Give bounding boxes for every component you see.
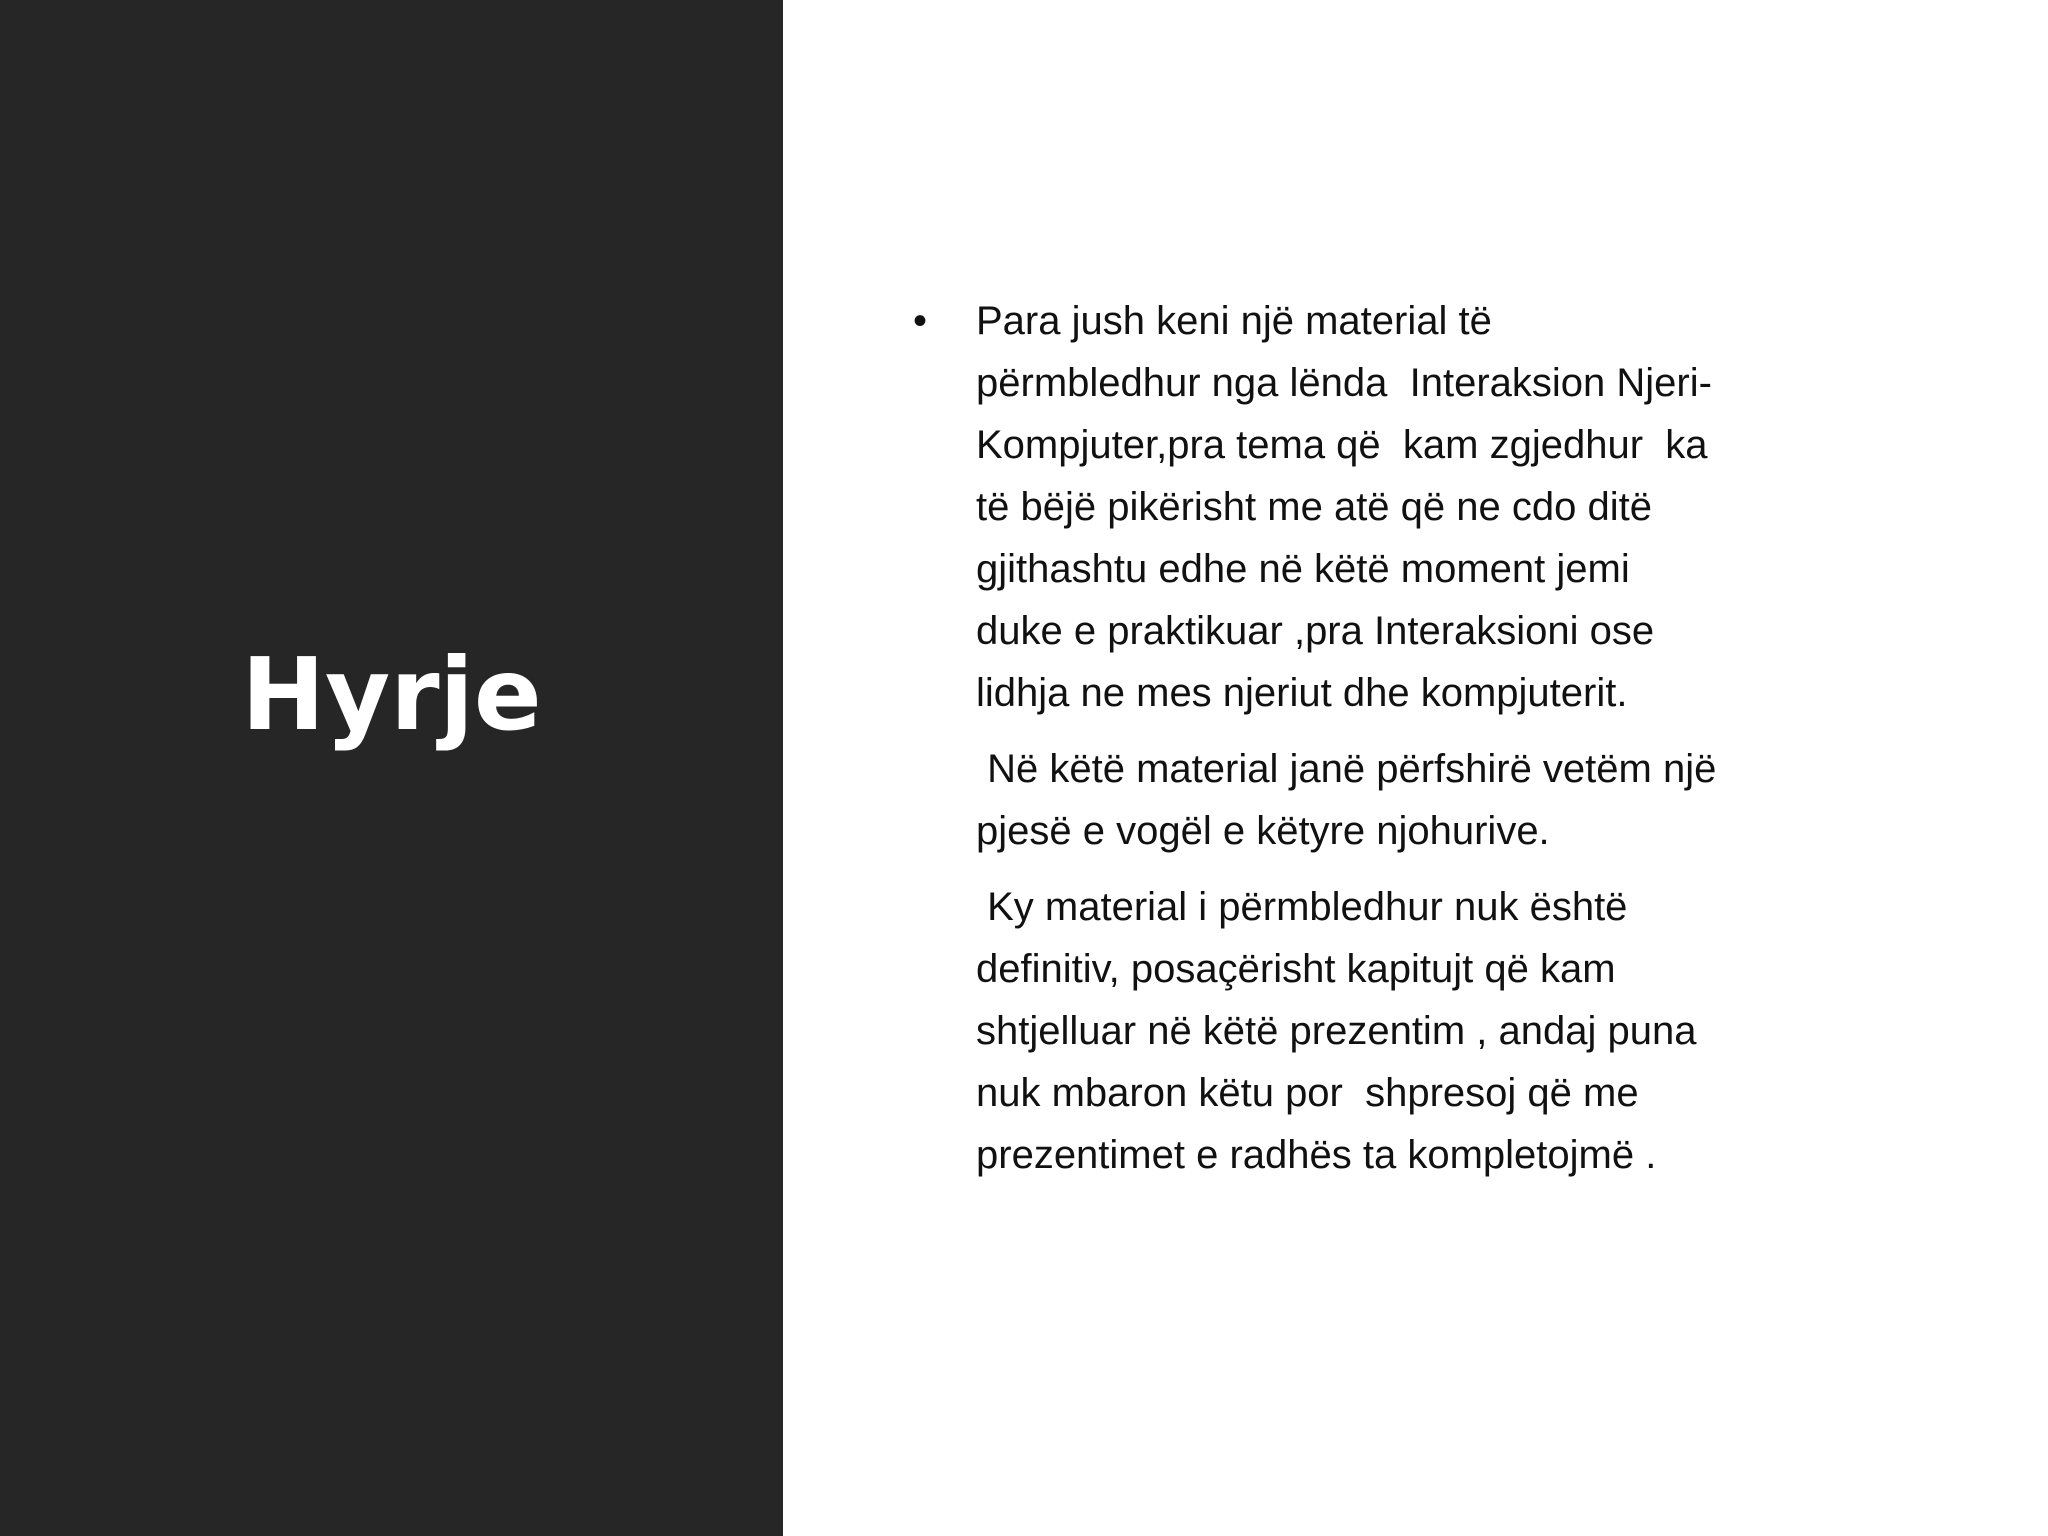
text-line: Ky material i përmbledhur nuk është: [976, 885, 1628, 929]
text-line: të bëjë pikërisht me atë që ne cdo ditë: [976, 485, 1652, 529]
text-line: pjesë e vogël e këtyre njohurive.: [976, 809, 1550, 853]
text-line: Para jush keni një material të: [976, 299, 1492, 343]
text-line: Në këtë material janë përfshirë vetëm një: [976, 747, 1717, 791]
text-line: Kompjuter,pra tema që kam zgjedhur ka: [976, 423, 1708, 467]
text-line: nuk mbaron këtu por shpresoj që me: [976, 1071, 1639, 1115]
text-line: duke e praktikuar ,pra Interaksioni ose: [976, 609, 1655, 653]
bullet-icon: •: [912, 299, 927, 343]
paragraph-3: [900, 876, 1980, 1186]
text-line: shtjelluar në këtë prezentim , andaj puna: [976, 1009, 1697, 1053]
slide-title: Hyrje: [241, 636, 542, 753]
text-line: prezentimet e radhës ta kompletojmë .: [976, 1133, 1657, 1177]
text-line: gjithashtu edhe në këtë moment jemi: [976, 547, 1630, 591]
bullet-paragraph-1: [900, 290, 1980, 724]
paragraph-2: [900, 738, 1980, 862]
title-panel: [0, 0, 783, 1536]
text-line: definitiv, posaçërisht kapitujt që kam: [976, 947, 1616, 991]
text-line: lidhja ne mes njeriut dhe kompjuterit.: [976, 671, 1628, 715]
slide-content: [900, 290, 1980, 1186]
text-line: përmbledhur nga lënda Interaksion Njeri-: [976, 361, 1712, 405]
